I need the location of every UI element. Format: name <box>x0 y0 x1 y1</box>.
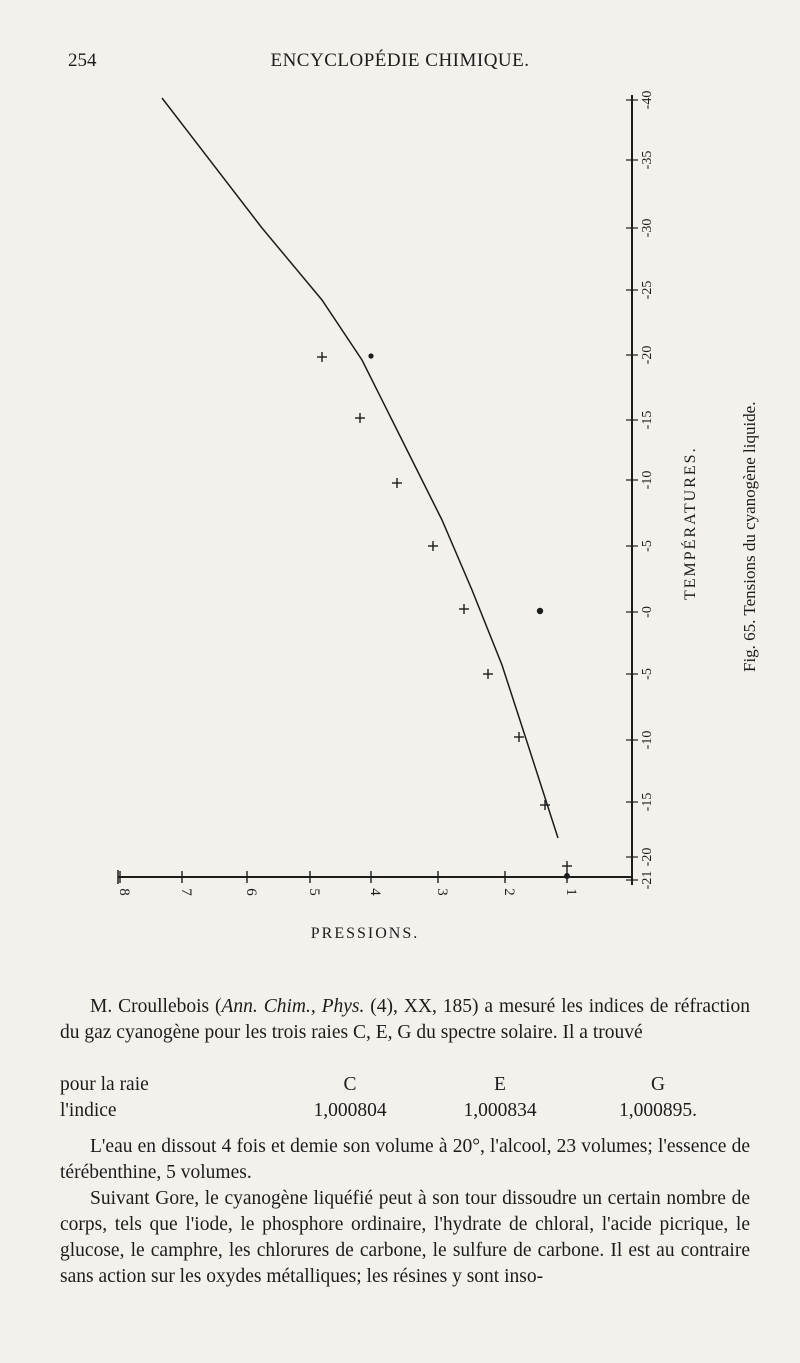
dot-marker <box>537 608 543 614</box>
figure-65 <box>0 80 800 960</box>
pressure-tick-label: 7 <box>178 888 194 896</box>
tension-curve <box>162 98 558 838</box>
pressure-tick-label: 3 <box>434 888 450 896</box>
temperature-tick-label: -15 <box>640 410 655 430</box>
pressure-tick-label: 2 <box>501 888 517 896</box>
paragraph-gore: Suivant Gore, le cyanogène liquéfié peut à son tour dissoudre un certain nombre de corps, tels que l'iode, le phosphore ordinaire, l'hydrate de chloral, l'acide picrique, le glucose, le camphre, les chlorures de carbone, le sulfure de carbone. Il est au contraire sans action sur les oxydes métalliques; les résines y sont inso- <box>60 1188 750 1287</box>
temperature-tick-label: -30 <box>640 218 655 238</box>
temperature-tick-label: -15 <box>640 792 655 812</box>
pressure-tick-label: 8 <box>116 888 132 896</box>
page-number: 254 <box>68 50 97 71</box>
pressure-tick-label: 6 <box>243 888 259 896</box>
pressions-label: PRESSIONS. <box>310 925 420 942</box>
temperature-tick-label: -21 <box>640 870 655 890</box>
plus-marker <box>514 732 524 742</box>
plus-marker <box>355 413 365 423</box>
running-head <box>60 50 740 74</box>
table-cell: 1,000834 <box>463 1100 537 1121</box>
temperature-tick-label: -10 <box>640 470 655 490</box>
temperatures-label: TEMPÉRATURES. <box>682 446 699 600</box>
pressure-tick-label: 5 <box>306 888 322 896</box>
running-title: ENCYCLOPÉDIE CHIMIQUE. <box>270 50 530 71</box>
table-cell: 1,000804 <box>313 1100 387 1121</box>
plus-marker <box>392 478 402 488</box>
temperature-tick-label: -5 <box>640 668 655 680</box>
paragraph-refraction: M. Croullebois (Ann. Chim., Phys. (4), XX, 185) a mesuré les indices de réfraction du gaz cyanogène pour les trois raies C, E, G du spectre solaire. Il a trouvé <box>60 996 750 1043</box>
temperature-tick-label: -20 <box>640 847 655 867</box>
dot-marker <box>564 873 570 879</box>
temperature-tick-label: -5 <box>640 540 655 552</box>
plus-marker <box>483 669 493 679</box>
journal-title: Ann. Chim., Phys. <box>221 996 365 1017</box>
row-label: l'indice <box>60 1100 117 1121</box>
table-cell: 1,000895. <box>619 1100 697 1121</box>
table-row <box>60 1072 760 1098</box>
table-row <box>60 1098 760 1124</box>
refraction-indices-table <box>60 1072 760 1124</box>
temperature-tick-label: -0 <box>640 606 655 618</box>
row-label: pour la raie <box>60 1074 149 1095</box>
pressure-tick-label: 4 <box>367 888 383 896</box>
table-cell: E <box>494 1074 506 1095</box>
figure-caption: Fig. 65. Tensions du cyanogène liquide. <box>740 401 759 672</box>
temperature-tick-label: -20 <box>640 345 655 365</box>
temperature-tick-label: -35 <box>640 150 655 170</box>
plus-marker <box>459 604 469 614</box>
dot-marker <box>368 353 373 358</box>
table-cell: C <box>343 1074 357 1095</box>
table-cell: G <box>650 1074 666 1095</box>
paragraph-solubility: L'eau en dissout 4 fois et demie son volume à 20°, l'alcool, 23 volumes; l'essence de térébenthine, 5 volumes. <box>60 1136 750 1183</box>
temperature-tick-label: -40 <box>640 90 655 110</box>
plus-marker <box>317 352 327 362</box>
pressure-tick-label: 1 <box>563 888 579 896</box>
temperature-tick-label: -10 <box>640 730 655 750</box>
plus-marker <box>428 541 438 551</box>
temperature-tick-label: -25 <box>640 280 655 300</box>
tension-diagram <box>0 80 800 960</box>
plus-marker <box>562 861 572 871</box>
